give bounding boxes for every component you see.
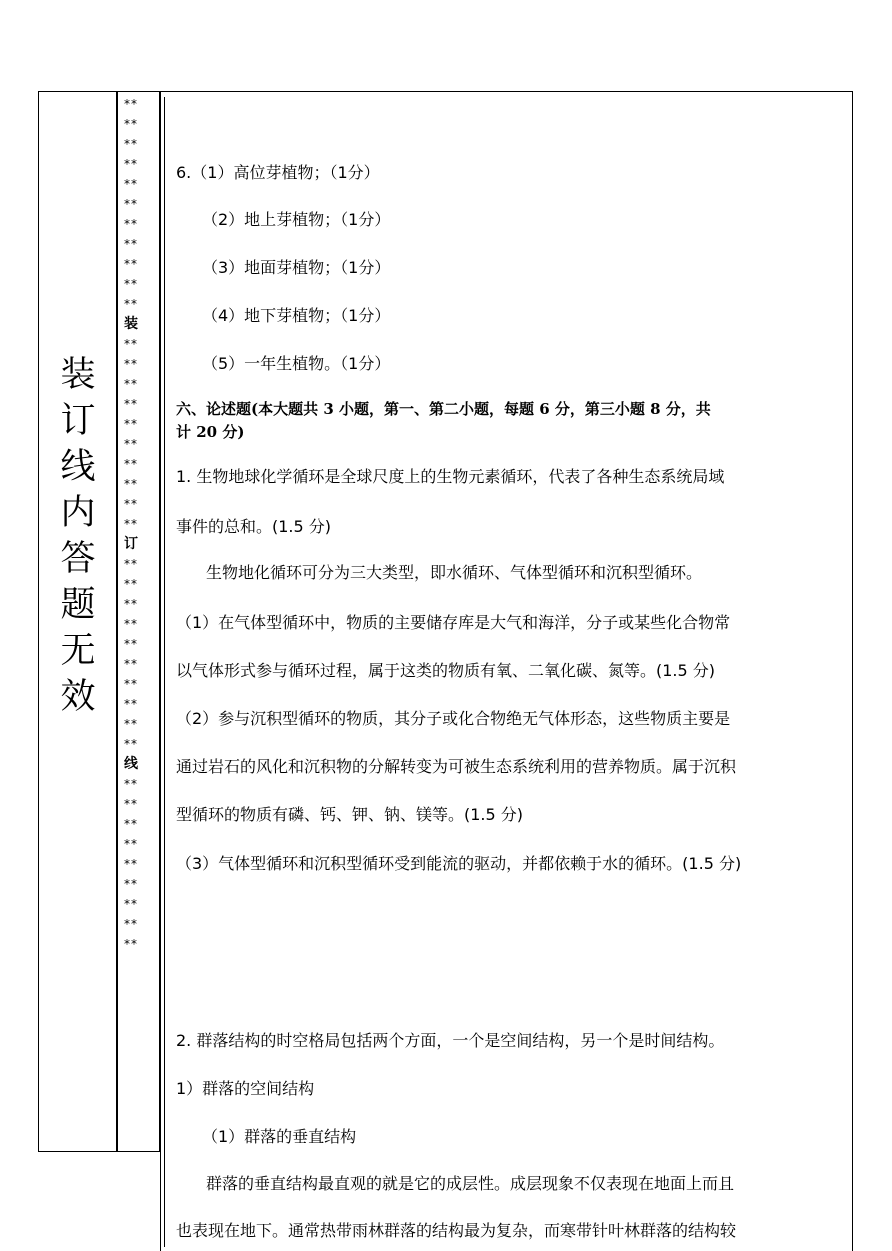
notice-char: 内: [60, 493, 96, 533]
answer-line: （5）一年生植物。（1分）: [202, 354, 391, 373]
answer-line: 型循环的物质有磷、钙、钾、钠、镁等。(1.5 分): [176, 805, 524, 824]
answer-line: 通过岩石的风化和沉积物的分解转变为可被生态系统利用的营养物质。属于沉积: [176, 757, 737, 776]
answer-line: 以气体形式参与循环过程，属于这类的物质有氧、二氧化碳、氮等。(1.5 分): [176, 661, 716, 680]
answer-line: （3）气体型循环和沉积型循环受到能流的驱动，并都依赖于水的循环。(1.5 分): [176, 854, 742, 873]
answer-line: （2）地上芽植物；（1分）: [202, 210, 391, 229]
binding-star: **: [124, 357, 138, 371]
binding-star: **: [124, 917, 138, 931]
binding-star: **: [124, 337, 138, 351]
binding-star: **: [124, 937, 138, 951]
binding-star: **: [124, 517, 138, 531]
binding-star: **: [124, 737, 138, 751]
answer-line: （2）参与沉积型循环的物质，其分子或化合物绝无气体形态，这些物质主要是: [176, 709, 731, 728]
answer-line: 事件的总和。(1.5 分): [176, 517, 332, 536]
notice-char: 订: [60, 401, 96, 441]
binding-star: **: [124, 837, 138, 851]
binding-star: **: [124, 717, 138, 731]
answer-line: 生物地化循环可分为三大类型，即水循环、气体型循环和沉积型循环。: [206, 563, 703, 582]
answer-line: 6.（1）高位芽植物；（1分）: [176, 163, 380, 182]
binding-star: **: [124, 297, 138, 311]
answer-line: （1）在气体型循环中，物质的主要储存库是大气和海洋，分子或某些化合物常: [176, 613, 731, 632]
binding-line-char: 线: [124, 756, 139, 772]
notice-char: 装: [60, 355, 96, 395]
answer-line: （3）地面芽植物；（1分）: [202, 258, 391, 277]
binding-star: **: [124, 857, 138, 871]
binding-star: **: [124, 117, 138, 131]
binding-star: **: [124, 437, 138, 451]
binding-star: **: [124, 697, 138, 711]
notice-char: 效: [60, 677, 96, 717]
answer-line: （1）群落的垂直结构: [202, 1127, 357, 1146]
notice-char: 答: [60, 539, 96, 579]
binding-star: **: [124, 237, 138, 251]
binding-star: **: [124, 497, 138, 511]
answer-line: 群落的垂直结构最直观的就是它的成层性。成层现象不仅表现在地面上而且: [206, 1174, 735, 1193]
binding-star: **: [124, 217, 138, 231]
binding-star: **: [124, 137, 138, 151]
binding-star: **: [124, 677, 138, 691]
binding-star: **: [124, 657, 138, 671]
notice-char: 无: [60, 631, 96, 671]
section-heading: 计 20 分): [176, 423, 245, 441]
answer-line: 2. 群落结构的时空格局包括两个方面，一个是空间结构，另一个是时间结构。: [176, 1031, 725, 1050]
answer-line: 1）群落的空间结构: [176, 1079, 315, 1098]
binding-star: **: [124, 257, 138, 271]
binding-star: **: [124, 777, 138, 791]
binding-star: **: [124, 877, 138, 891]
binding-line-char: 装: [124, 316, 139, 332]
binding-star: **: [124, 617, 138, 631]
binding-star: **: [124, 277, 138, 291]
binding-star: **: [124, 637, 138, 651]
binding-star: **: [124, 197, 138, 211]
binding-star: **: [124, 817, 138, 831]
binding-star: **: [124, 177, 138, 191]
notice-char: 题: [60, 585, 96, 625]
binding-star: **: [124, 397, 138, 411]
binding-notice: [38, 352, 118, 720]
notice-char: 线: [60, 447, 96, 487]
answer-line: 1. 生物地球化学循环是全球尺度上的生物元素循环，代表了各种生态系统局域: [176, 467, 725, 486]
binding-star: **: [124, 377, 138, 391]
binding-star: **: [124, 797, 138, 811]
binding-star: **: [124, 477, 138, 491]
answer-line: （4）地下芽植物；（1分）: [202, 306, 391, 325]
binding-star: **: [124, 157, 138, 171]
binding-line-stars: [124, 94, 158, 954]
binding-star: **: [124, 97, 138, 111]
binding-star: **: [124, 597, 138, 611]
binding-star: **: [124, 557, 138, 571]
answer-line: 也表现在地下。通常热带雨林群落的结构最为复杂，而寒带针叶林群落的结构较: [176, 1221, 737, 1240]
section-heading: 六、论述题(本大题共 3 小题，第一、第二小题，每题 6 分，第三小题 8 分，共: [176, 400, 711, 418]
binding-star: **: [124, 577, 138, 591]
binding-star: **: [124, 457, 138, 471]
binding-star: **: [124, 897, 138, 911]
binding-line-char: 订: [124, 536, 139, 552]
binding-star: **: [124, 417, 138, 431]
answer-area-inner-border: [164, 97, 165, 1247]
